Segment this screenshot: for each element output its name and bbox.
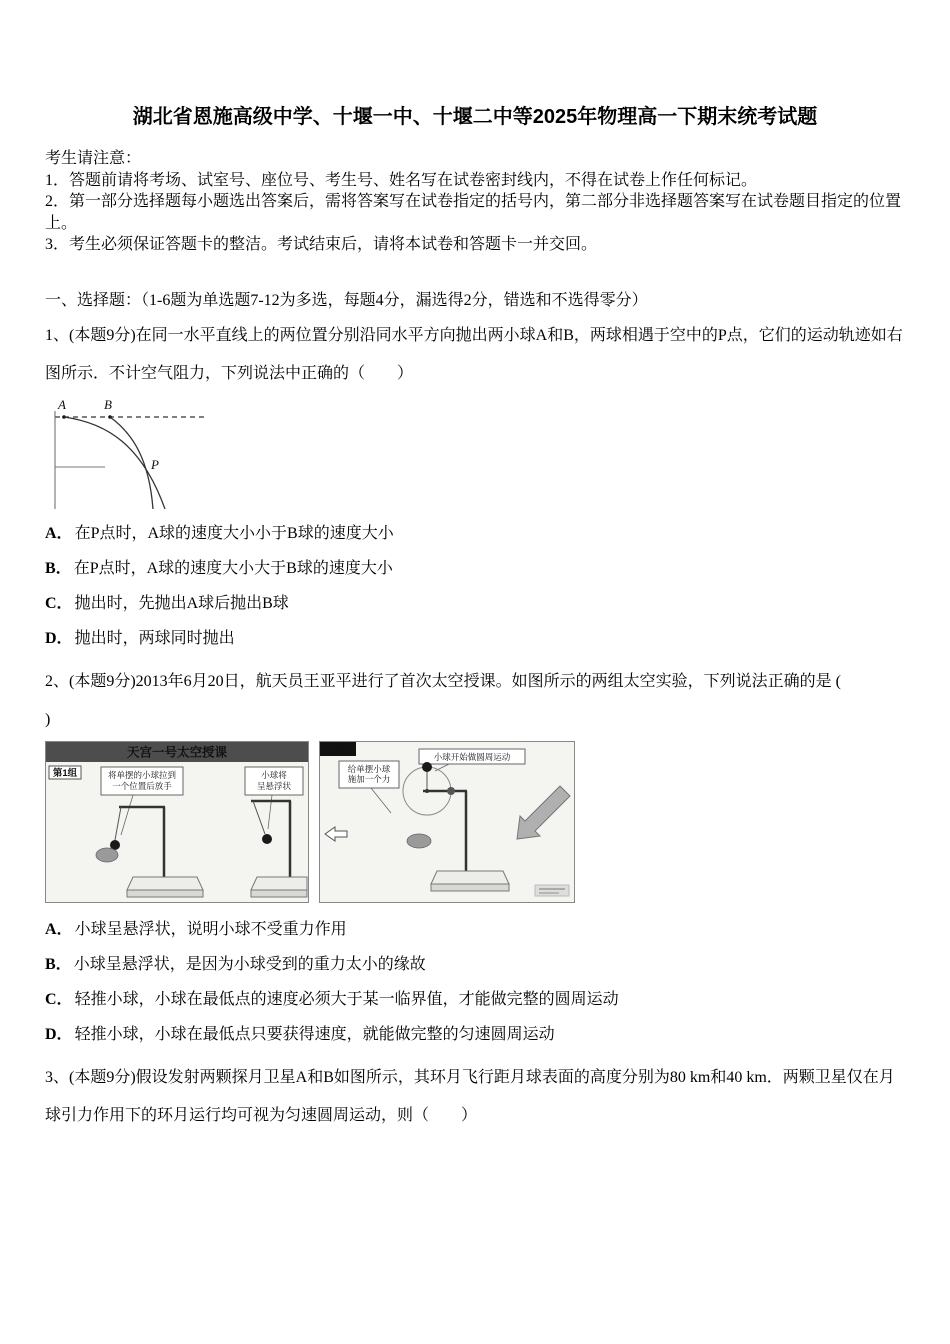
question-1	[45, 317, 905, 649]
pivot-dot	[425, 789, 429, 793]
notice-heading: 考生请注意：	[45, 150, 142, 167]
callout-push-ball-line-2: 施加一个力	[347, 774, 391, 784]
notice-item-1: 1．答题前请将考场、试室号、座位号、考生号、姓名写在试卷密封线内，不得在试卷上作任何标记。	[45, 171, 758, 189]
option-letter: D．	[45, 1026, 73, 1043]
option-letter: C．	[45, 595, 73, 612]
callout-float-line-1: 小球将	[261, 770, 287, 780]
circling-ball	[422, 762, 432, 772]
notice-item-2: 2．第一部分选择题每小题选出答案后，需将答案写在试卷指定的括号内，第二部分非选择题答案写在试卷题目指定的位置上。	[45, 193, 902, 232]
notice-item-3: 3．考生必须保证答题卡的整洁。考试结束后，请将本试卷和答题卡一并交回。	[45, 236, 598, 253]
callout-pull-ball-line-2: 一个位置后放手	[112, 781, 172, 791]
question-1-stem: 1、(本题9分)在同一水平直线上的两位置分别沿同水平方向抛出两小球A和B，两球相遇于空中的P点，它们的运动轨迹如右图所示．不计空气阻力，下列说法中正确的（ ）	[45, 327, 903, 382]
floating-ball	[262, 834, 272, 844]
callout-circular-motion-text: 小球开始做圆周运动	[433, 752, 511, 762]
question-3-stem: 3、(本题9分)假设发射两颗探月卫星A和B如图所示，其环月飞行距月球表面的高度分别为80 km和40 km．两颗卫星仅在月球引力作用下的环月运行均可视为匀速圆周运动，则（ ）	[45, 1069, 895, 1124]
stand-base-front	[127, 890, 203, 897]
stand-base-top	[251, 877, 307, 890]
question-1-option-a	[45, 523, 905, 544]
point-b-label: B	[104, 397, 112, 412]
stand-base-front	[431, 884, 509, 891]
group-2-label: 第2组	[325, 745, 351, 756]
stand-base-top	[127, 877, 203, 890]
question-1-option-b	[45, 558, 905, 579]
space-lecture-figure	[45, 741, 905, 903]
question-2-stem-close: )	[45, 711, 51, 728]
option-text: 轻推小球，小球在最低点只要获得速度，就能做完整的匀速圆周运动	[74, 1026, 555, 1043]
group-1-label: 第1组	[52, 768, 78, 779]
option-text: 轻推小球，小球在最低点的速度必须大于某一临界值，才能做完整的圆周运动	[74, 991, 619, 1008]
trajectory-b-curve	[110, 417, 153, 509]
trajectory-a-curve	[64, 417, 165, 509]
section-1-heading: 一、选择题：（1-6题为单选题7-12为多选，每题4分，漏选得2分，错选和不选得零分）	[45, 291, 648, 309]
option-letter: B．	[45, 560, 72, 577]
question-3	[45, 1059, 905, 1135]
callout-push-ball-line-1: 给单摆小球	[347, 764, 391, 774]
astronaut-hand	[407, 834, 431, 848]
panel-1-header-title: 天宫一号太空授课	[126, 745, 228, 760]
space-lecture-panel-1	[45, 741, 309, 903]
exam-title: 湖北省恩施高级中学、十堰一中、十堰二中等2025年物理高一下期末统考试题	[132, 106, 818, 128]
callout-pull-ball-line-1: 将单摆的小球拉到	[107, 770, 177, 780]
option-text: 小球呈悬浮状，是因为小球受到的重力太小的缘故	[73, 956, 426, 973]
option-text: 抛出时，先抛出A球后抛出B球	[74, 595, 289, 612]
point-a-label: A	[58, 397, 66, 412]
question-2-option-d	[45, 1024, 905, 1045]
question-2	[45, 663, 905, 1045]
option-letter: D．	[45, 630, 73, 647]
question-2-option-a	[45, 919, 905, 940]
stand-base-top	[431, 871, 509, 884]
watermark-mark	[535, 885, 569, 896]
option-text: 小球呈悬浮状，说明小球不受重力作用	[74, 921, 347, 938]
question-2-option-b	[45, 954, 905, 975]
option-letter: A．	[45, 525, 73, 542]
question-1-option-c	[45, 593, 905, 614]
astronaut-hand	[96, 848, 118, 862]
callout-float-line-2: 呈悬浮状	[256, 781, 292, 791]
question-1-option-d	[45, 628, 905, 649]
option-text: 在P点时，A球的速度大小小于B球的速度大小	[74, 525, 394, 542]
notice-block	[45, 148, 905, 256]
option-letter: A．	[45, 921, 73, 938]
stand-base-front	[251, 890, 307, 897]
point-p-label: P	[151, 457, 159, 472]
question-2-stem: 2、(本题9分)2013年6月20日，航天员王亚平进行了首次太空授课。如图所示的两组太空实验，下列说法正确的是 (	[45, 673, 841, 690]
option-text: 在P点时，A球的速度大小大于B球的速度大小	[73, 560, 393, 577]
projectile-trajectory-figure	[47, 393, 212, 511]
space-lecture-panel-2	[319, 741, 575, 903]
circling-ball-position-2	[447, 787, 455, 795]
option-letter: B．	[45, 956, 72, 973]
question-2-option-c	[45, 989, 905, 1010]
option-letter: C．	[45, 991, 73, 1008]
option-text: 抛出时，两球同时抛出	[74, 630, 235, 647]
